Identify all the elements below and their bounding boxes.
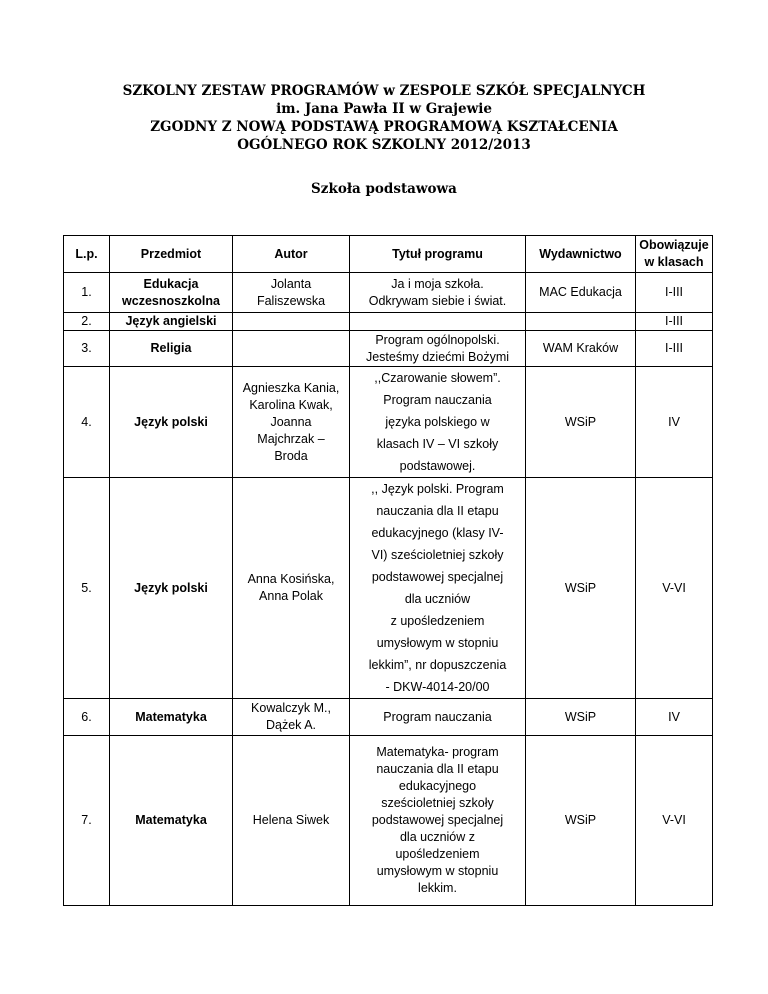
cell-line: Matematyka- program bbox=[376, 745, 499, 759]
cell-subject bbox=[110, 273, 233, 313]
cell-line: ,, Język polski. Program bbox=[371, 482, 504, 496]
header-author: Autor bbox=[233, 236, 350, 273]
cell-line: Anna Polak bbox=[259, 589, 323, 603]
cell-program bbox=[350, 331, 526, 367]
cell-line: upośledzeniem bbox=[395, 847, 480, 861]
header-program: Tytuł programu bbox=[350, 236, 526, 273]
cell-classes: I-III bbox=[636, 273, 713, 313]
header-publisher: Wydawnictwo bbox=[526, 236, 636, 273]
cell-line: Karolina Kwak, bbox=[249, 397, 333, 412]
header-subject: Przedmiot bbox=[110, 236, 233, 273]
cell-line: ,,Czarowanie słowem”. bbox=[374, 371, 501, 385]
cell-line: Jesteśmy dziećmi Bożymi bbox=[365, 349, 510, 364]
cell-author: Helena Siwek bbox=[233, 736, 350, 906]
cell-line: Faliszewska bbox=[256, 293, 326, 308]
cell-lp: 5. bbox=[64, 478, 110, 699]
table-row bbox=[64, 367, 713, 478]
cell-line: podstawowej specjalnej bbox=[371, 570, 504, 584]
cell-line: lekkim. bbox=[418, 881, 457, 895]
cell-line: nauczania dla II etapu bbox=[376, 762, 499, 776]
cell-line: Majchrzak – bbox=[257, 431, 325, 446]
programs-table bbox=[63, 235, 713, 906]
cell-line: Odkrywam siebie i świat. bbox=[368, 293, 507, 308]
cell-classes: V-VI bbox=[636, 736, 713, 906]
table-header-row bbox=[64, 236, 713, 273]
cell-line: języka polskiego w bbox=[385, 415, 490, 429]
cell-line: lekkim”, nr dopuszczenia bbox=[368, 658, 507, 672]
cell-classes: I-III bbox=[636, 331, 713, 367]
cell-line: Joanna bbox=[270, 414, 312, 429]
cell-program bbox=[350, 273, 526, 313]
cell-publisher: MAC Edukacja bbox=[526, 273, 636, 313]
cell-line: Broda bbox=[274, 448, 308, 463]
cell-line: Kowalczyk M., bbox=[251, 701, 331, 715]
cell-line: Program ogólnopolski. bbox=[375, 332, 500, 347]
cell-line: Dążek A. bbox=[265, 718, 317, 732]
cell-line: dla uczniów bbox=[404, 592, 471, 606]
cell-subject: Matematyka bbox=[110, 699, 233, 736]
cell-lp: 3. bbox=[64, 331, 110, 367]
cell-line: umysłowym w stopniu bbox=[376, 636, 499, 650]
cell-publisher: WAM Kraków bbox=[526, 331, 636, 367]
cell-subject: Język angielski bbox=[110, 313, 233, 331]
cell-publisher: WSiP bbox=[526, 699, 636, 736]
cell-line: Jolanta bbox=[270, 276, 312, 291]
title-line: ZGODNY Z NOWĄ PODSTAWĄ PROGRAMOWĄ KSZTAŁCENIA bbox=[150, 119, 618, 135]
cell-line: podstawowej specjalnej bbox=[371, 813, 504, 827]
table-row bbox=[64, 313, 713, 331]
cell-program bbox=[350, 478, 526, 699]
cell-subject: Matematyka bbox=[110, 736, 233, 906]
cell-author bbox=[233, 313, 350, 331]
document-title bbox=[60, 82, 708, 154]
cell-classes: V-VI bbox=[636, 478, 713, 699]
cell-subject: Religia bbox=[110, 331, 233, 367]
cell-line: podstawowej. bbox=[399, 459, 476, 473]
cell-line: Agnieszka Kania, bbox=[242, 380, 340, 395]
cell-line: Program nauczania bbox=[383, 393, 492, 407]
cell-program bbox=[350, 367, 526, 478]
cell-author bbox=[233, 273, 350, 313]
header-classes-line: w klasach bbox=[644, 255, 704, 269]
cell-classes: IV bbox=[636, 367, 713, 478]
cell-program bbox=[350, 313, 526, 331]
header-lp: L.p. bbox=[64, 236, 110, 273]
cell-line: umysłowym w stopniu bbox=[376, 864, 499, 878]
cell-lp: 6. bbox=[64, 699, 110, 736]
cell-line: z upośledzeniem bbox=[390, 614, 485, 628]
cell-publisher: WSiP bbox=[526, 367, 636, 478]
cell-line: edukacyjnego bbox=[398, 779, 477, 793]
cell-line: Ja i moja szkoła. bbox=[391, 276, 484, 291]
table-row bbox=[64, 699, 713, 736]
cell-line: - DKW-4014-20/00 bbox=[385, 680, 490, 694]
table-row bbox=[64, 273, 713, 313]
cell-program: Program nauczania bbox=[350, 699, 526, 736]
cell-author bbox=[233, 331, 350, 367]
cell-line: klasach IV – VI szkoły bbox=[376, 437, 499, 451]
title-line: SZKOLNY ZESTAW PROGRAMÓW w ZESPOLE SZKÓŁ SPECJALNYCH bbox=[122, 83, 646, 99]
table-row bbox=[64, 478, 713, 699]
cell-line: nauczania dla II etapu bbox=[376, 504, 499, 518]
cell-line: dla uczniów z bbox=[399, 830, 476, 844]
table-row bbox=[64, 736, 713, 906]
cell-line: VI) sześcioletniej szkoły bbox=[371, 548, 504, 562]
cell-author bbox=[233, 478, 350, 699]
cell-subject: Język polski bbox=[110, 478, 233, 699]
cell-line: Anna Kosińska, bbox=[247, 572, 335, 586]
cell-lp: 2. bbox=[64, 313, 110, 331]
cell-author bbox=[233, 699, 350, 736]
cell-publisher bbox=[526, 313, 636, 331]
cell-subject: Język polski bbox=[110, 367, 233, 478]
cell-program bbox=[350, 736, 526, 906]
cell-classes: IV bbox=[636, 699, 713, 736]
header-classes-line: Obowiązuje bbox=[639, 238, 709, 252]
cell-publisher: WSiP bbox=[526, 478, 636, 699]
title-line: OGÓLNEGO ROK SZKOLNY 2012/2013 bbox=[237, 137, 531, 153]
cell-lp: 4. bbox=[64, 367, 110, 478]
header-classes bbox=[636, 236, 713, 273]
cell-classes: I-III bbox=[636, 313, 713, 331]
cell-lp: 7. bbox=[64, 736, 110, 906]
table-row bbox=[64, 331, 713, 367]
cell-author bbox=[233, 367, 350, 478]
cell-line: sześcioletniej szkoły bbox=[381, 796, 494, 810]
cell-publisher: WSiP bbox=[526, 736, 636, 906]
cell-line: edukacyjnego (klasy IV- bbox=[371, 526, 504, 540]
title-line: im. Jana Pawła II w Grajewie bbox=[276, 101, 492, 117]
cell-line: Edukacja bbox=[143, 276, 199, 291]
section-subtitle: Szkoła podstawowa bbox=[311, 181, 457, 197]
cell-line: wczesnoszkolna bbox=[122, 293, 220, 308]
cell-lp: 1. bbox=[64, 273, 110, 313]
